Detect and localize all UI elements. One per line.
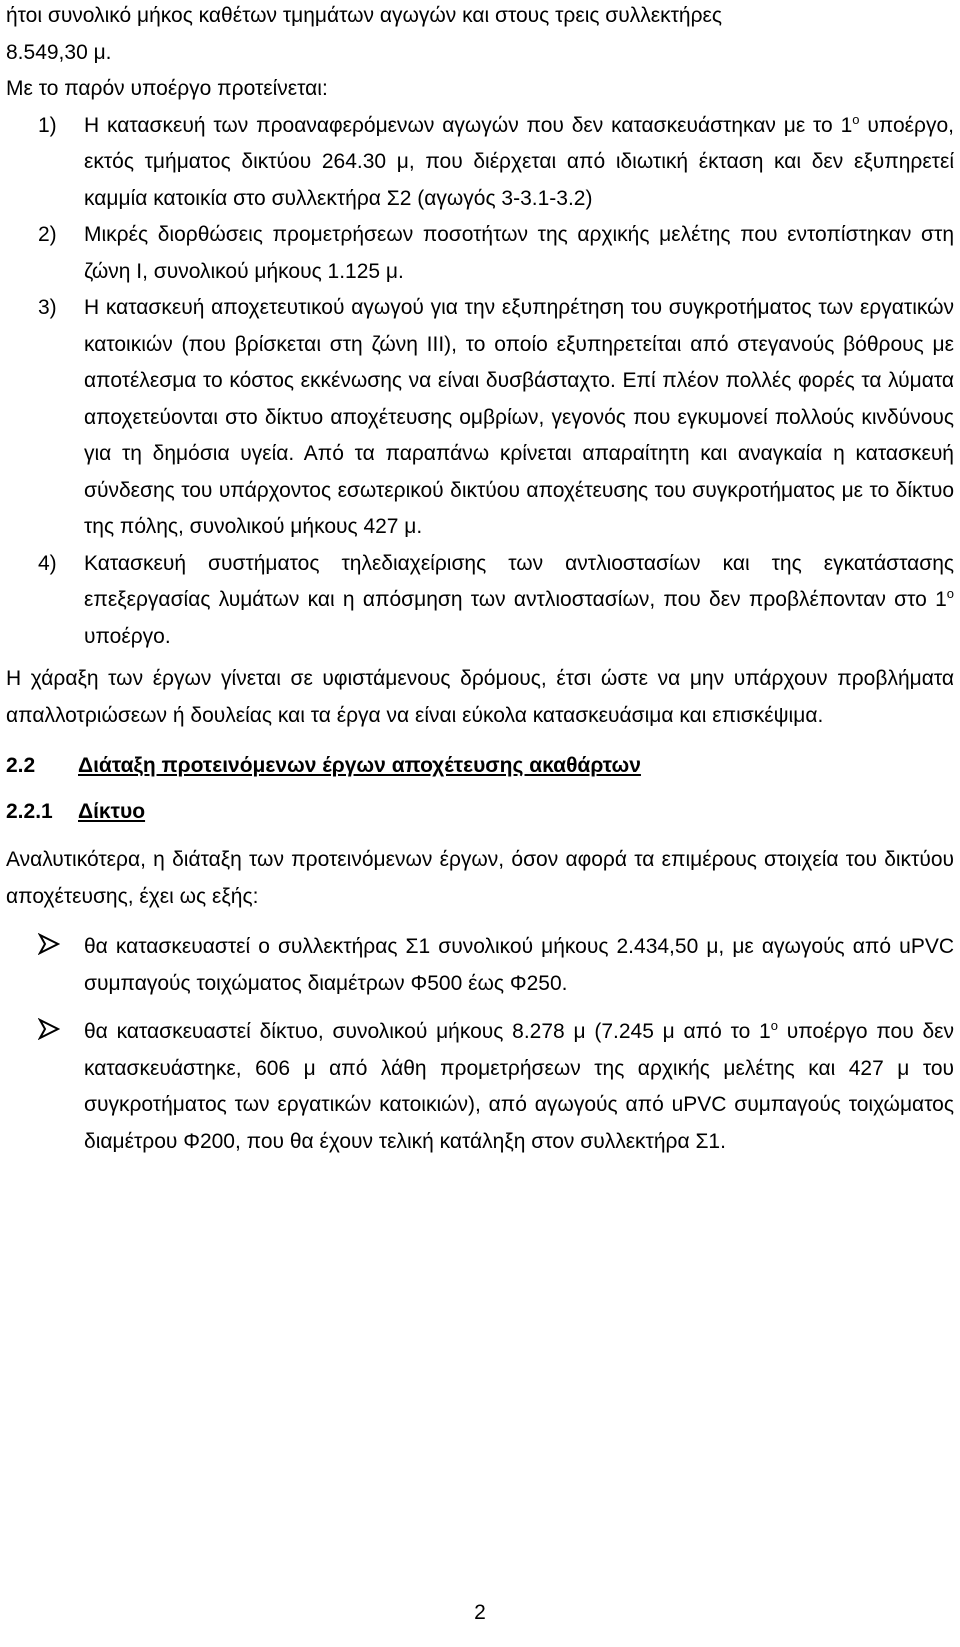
list-item [6,929,954,1002]
intro-line-2: 8.549,30 μ. [6,40,112,64]
routing-paragraph: Η χάραξη των έργων γίνεται σε υφιστάμενους δρόμους, έτσι ώστε να μην υπάρχουν προβλήματα απαλλοτριώσεων ή δουλείας και τα έργα να είναι εύκολα κατασκευάσιμα και επισκέψιμα. [6,667,954,727]
list-item-text: Μικρές διορθώσεις προμετρήσεων ποσοτήτων της αρχικής μελέτης που εντοπίστηκαν στη ζώνη Ι, συνολικού μήκους 1.125 μ. [84,223,954,283]
proposal-intro: Με το παρόν υποέργο προτείνεται: [6,77,328,100]
superscript: ο [946,586,954,601]
network-bullet-list [6,929,954,1160]
page-number: 2 [474,1601,486,1624]
list-item-text-cont: υποέργο. [84,624,171,648]
list-item [6,108,954,218]
list-item-number: 3) [38,296,57,319]
list-item [6,290,954,546]
section-number: 2.2 [6,754,36,777]
document-page [6,0,954,1172]
network-intro: Αναλυτικότερα, η διάταξη των προτεινόμενων έργων, όσον αφορά τα επιμέρους στοιχεία του δικτύου αποχέτευσης, έχει ως εξής: [6,848,954,908]
subsection-heading [6,794,954,830]
superscript: ο [852,111,860,127]
intro-line-1: ήτοι συνολικό μήκος καθέτων τμημάτων αγωγών και στους τρεις συλλεκτήρες [6,4,723,27]
list-item-text: Η κατασκευή των προαναφερόμενων αγωγών που δεν κατασκευάστηκαν με το 1 [84,113,853,137]
subsection-number: 2.2.1 [6,800,53,823]
list-item-text-cont: υποέργο που δεν κατασκευάστηκε, 606 μ από λάθη προμετρήσεων της αρχικής μελέτης και 427 μ του συγκροτήματος των εργατικών κατοικιών), από αγωγούς από uPVC συμπαγούς τοιχώματος διαμέτρου Φ200, που θα έχουν τελική κατάληξη στον συλλεκτήρα Σ1. [84,1020,954,1153]
intro-paragraph [6,0,954,71]
list-item-text: θα κατασκευαστεί ο συλλεκτήρας Σ1 συνολικού μήκους 2.434,50 μ, με αγωγούς από uPVC συμπαγούς τοιχώματος διαμέτρων Φ500 έως Φ250. [84,935,954,995]
list-item [6,1014,954,1160]
list-item [6,546,954,656]
list-item-number: 4) [38,551,57,575]
subsection-title: Δίκτυο [78,800,146,823]
list-item-number: 2) [38,223,57,246]
list-item-text: Κατασκευή συστήματος τηλεδιαχείρισης των αντλιοστασίων και της εγκατάστασης επεξεργασίας λυμάτων και η απόσμηση των αντλιοστασίων, που δεν προβλέπονταν στο 1 [84,551,954,611]
list-item-text: θα κατασκευαστεί δίκτυο, συνολικού μήκους 8.278 μ (7.245 μ από το 1 [84,1020,771,1043]
superscript: ο [770,1018,778,1033]
proposal-list [6,108,954,656]
list-item-number: 1) [38,113,57,137]
list-item [6,217,954,290]
arrowhead-bullet-icon [38,1018,60,1040]
list-item-text-cont: υποέργο, εκτός τμήματος δικτύου 264.30 μ, που διέρχεται από ιδιωτική έκταση και δεν εξυπηρετεί καμμία κατοικία στο συλλεκτήρα Σ2 (αγωγός 3-3.1-3.2) [84,113,954,210]
section-title: Διάταξη προτεινόμενων έργων αποχέτευσης ακαθάρτων [78,754,641,777]
arrowhead-bullet-icon [38,933,60,955]
list-item-text: Η κατασκευή αποχετευτικού αγωγού για την εξυπηρέτηση του συγκροτήματος των εργατικών κατοικιών (που βρίσκεται στη ζώνη ΙΙΙ), το οποίο εξυπηρετείται από στεγανούς βόθρους με αποτέλεσμα το κόστος εκκένωσης να είναι δυσβάσταχτο. Επί πλέον πολλές φορές τα λύματα αποχετεύονται στο δίκτυο αποχέτευσης ομβρίων, γεγονός που εγκυμονεί πολλούς κινδύνους για τη δημόσια υγεία. Από τα παραπάνω κρίνεται απαραίτητη και αναγκαία η κατασκευή σύνδεσης του υπάρχοντος εσωτερικού δικτύου αποχέτευσης του συγκροτήματος με το δίκτυο της πόλης, συνολικού μήκους 427 μ. [84,296,954,538]
section-heading [6,748,954,784]
